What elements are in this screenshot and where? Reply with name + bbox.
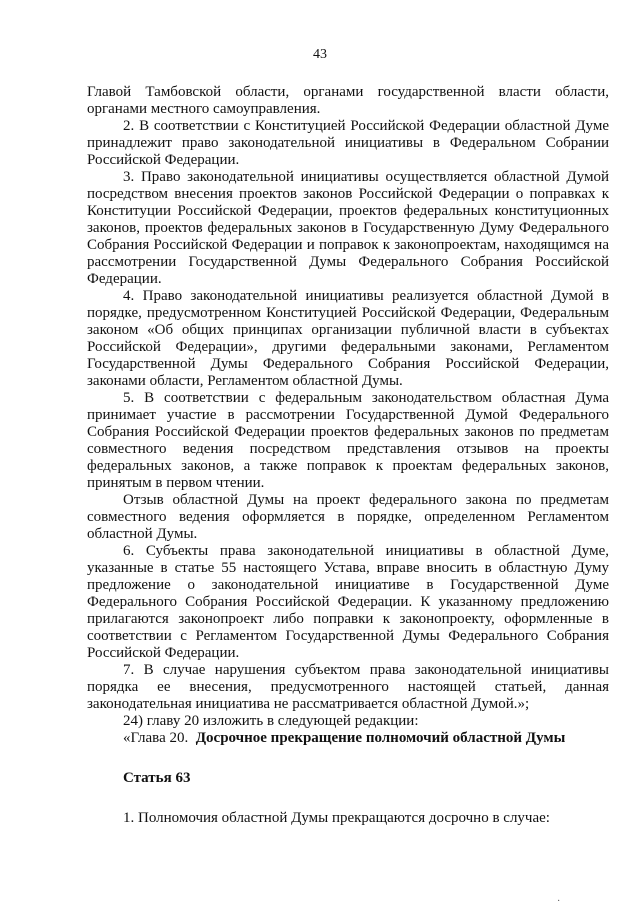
chapter-heading	[87, 730, 609, 747]
article-paragraph-1: 1. Полномочия областной Думы прекращаются досрочно в случае:	[123, 810, 550, 826]
document-body	[87, 84, 609, 827]
paragraph-continuation: Главой Тамбовской области, органами государственной власти области, органами местного самоуправления.	[87, 84, 609, 117]
paragraph-4: 4. Право законодательной инициативы реализуется областной Думой в порядке, предусмотренном Конституцией Российской Федерации, Федеральным законом «Об общих принципах организации публичной власти в субъектах Российской Федерации», другими федеральными законами, Регламентом Государственной Думы Федерального Собрания Российской Федерации, законами области, Регламентом областной Думы.	[87, 288, 609, 389]
paragraph-7: 7. В случае нарушения субъектом права законодательной инициативы порядка ее внесения, предусмотренного настоящей статьей, данная законодательная инициатива не рассматривается областной Думой.»;	[87, 662, 609, 712]
chapter-title: Досрочное прекращение полномочий областной Думы	[195, 730, 566, 746]
paragraph-3: 3. Право законодательной инициативы осуществляется областной Думой посредством внесения проектов законов Российской Федерации о поправках к Конституции Российской Федерации, проектов федеральных конституционных законов, проектов федеральных законов в Государственную Думу Федерального Собрания Российской Федерации и поправок к законопроектам, находящимся на рассмотрении Государственной Думы Федерального Собрания Российской Федерации.	[87, 169, 609, 287]
page-number: 43	[313, 47, 327, 62]
paragraph-5: 5. В соответствии с федеральным законодательством областная Дума принимает участие в рассмотрении Государственной Думой Федерального Собрания Российской Федерации проектов федеральных законов по предметам совместного ведения посредством представления отзывов на проекты федеральных законов, а также поправок к проектам федеральных законов, принятым в первом чтении.	[87, 390, 609, 491]
paragraph-review: Отзыв областной Думы на проект федерального закона по предметам совместного ведения оформляется в порядке, определенном Регламентом областной Думы.	[87, 492, 609, 542]
amendment-item-24: 24) главу 20 изложить в следующей редакции:	[123, 713, 419, 729]
scan-mark: ·	[557, 896, 561, 907]
paragraph-6: 6. Субъекты права законодательной инициативы в областной Думе, указанные в статье 55 настоящего Устава, вправе вносить в областную Думу предложение о законодательной инициативе в Государственной Думе Федерального Собрания Российской Федерации. К указанному предложению прилагаются законопроект либо поправки к законопроекту, оформленные в соответствии с Регламентом Государственной Думы Федерального Собрания Российской Федерации.	[87, 543, 609, 661]
chapter-prefix: «Глава 20.	[123, 730, 189, 746]
article-heading: Статья 63	[123, 770, 191, 786]
paragraph-2: 2. В соответствии с Конституцией Российской Федерации областной Думе принадлежит право законодательной инициативы в Федеральном Собрании Российской Федерации.	[87, 118, 609, 168]
